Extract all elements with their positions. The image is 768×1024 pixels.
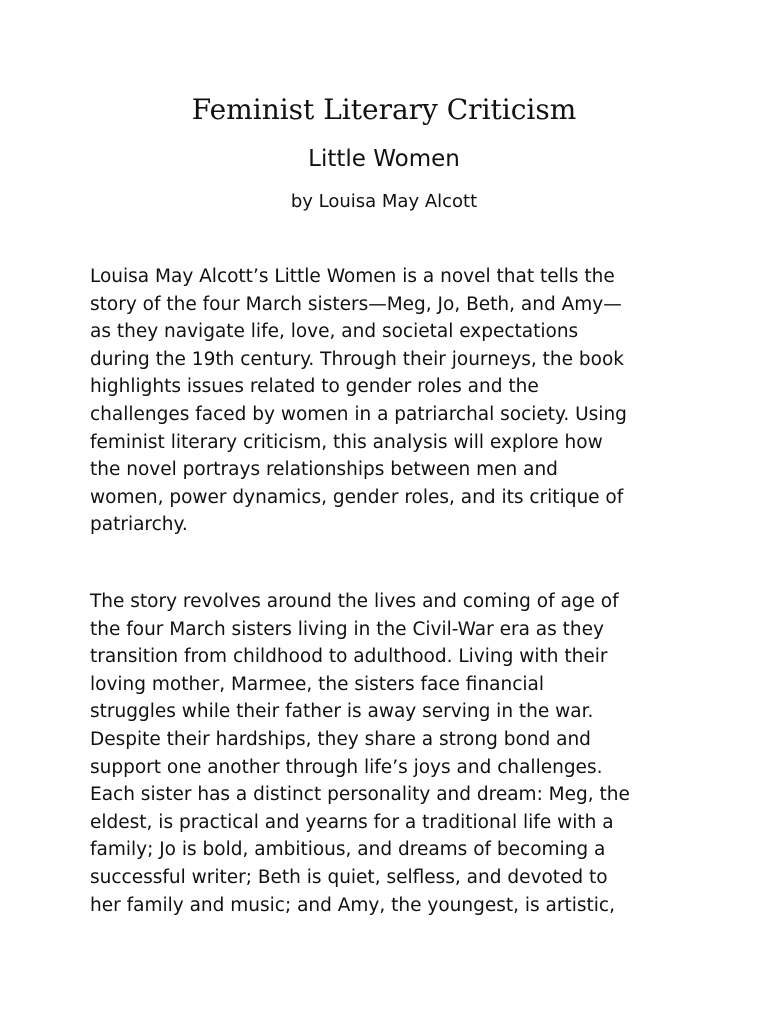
text-line: support one another through life’s joys and challenges. [90, 756, 603, 778]
text-line: her family and music; and Amy, the youngest, is artistic, [90, 894, 615, 916]
document-byline: by Louisa May Alcott [290, 191, 478, 212]
text-line: The story revolves around the lives and coming of age of [90, 591, 619, 612]
text-line: loving mother, Marmee, the sisters face financial [90, 673, 545, 695]
text-line: the novel portrays relationships between men and [90, 459, 558, 481]
body-paragraph-2 [90, 588, 690, 919]
text-line: the four March sisters living in the Civil-War era as they [90, 618, 604, 640]
text-line: struggles while their father is away serving in the war. [90, 701, 594, 723]
text-line: successful writer; Beth is quiet, selfless, and devoted to [90, 866, 608, 888]
document-subtitle: Little Women [308, 146, 460, 172]
body-paragraph-1 [90, 263, 690, 539]
text-line: transition from childhood to adulthood. Living with their [90, 646, 608, 668]
document-title: Feminist Literary Criticism [191, 93, 577, 126]
text-line: Despite their hardships, they share a strong bond and [90, 728, 591, 750]
text-line: feminist literary criticism, this analysis will explore how [90, 431, 603, 453]
text-line: highlights issues related to gender roles and the [90, 376, 539, 398]
text-line: patriarchy. [90, 514, 188, 536]
text-line: Louisa May Alcott’s Little Women is a novel that tells the [90, 266, 615, 287]
text-line: eldest, is practical and yearns for a traditional life with a [90, 811, 614, 833]
text-line: women, power dynamics, gender roles, and its critique of [90, 486, 624, 508]
text-line: family; Jo is bold, ambitious, and dreams of becoming a [90, 839, 606, 861]
text-line: story of the four March sisters—Meg, Jo, Beth, and Amy— [90, 293, 622, 315]
text-line: as they navigate life, love, and societal expectations [90, 321, 579, 343]
text-line: Each sister has a distinct personality and dream: Meg, the [90, 784, 630, 806]
text-line: challenges faced by women in a patriarchal society. Using [90, 403, 627, 425]
text-line: during the 19th century. Through their journeys, the book [90, 348, 624, 370]
